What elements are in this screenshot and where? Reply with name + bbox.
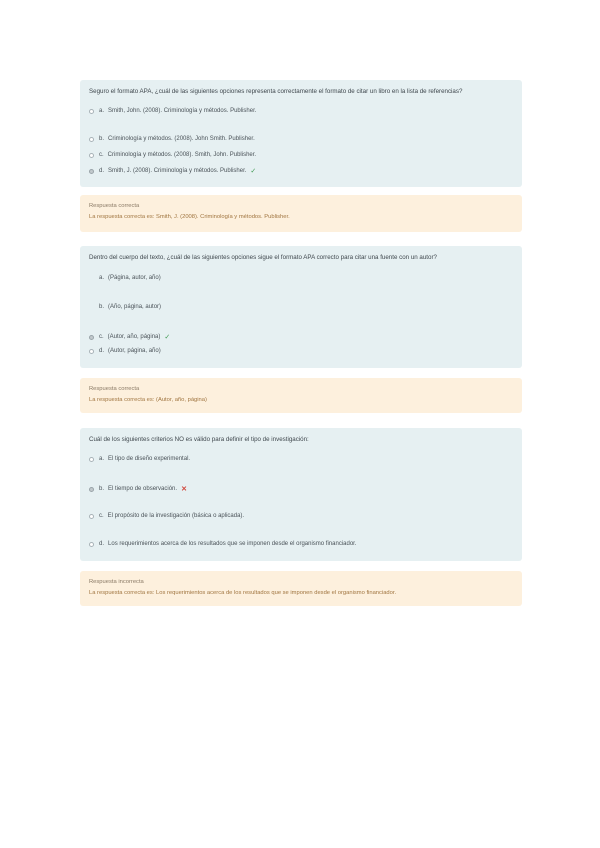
- option-label: (Página, autor, año): [108, 275, 161, 281]
- option-label: Smith, John. (2008). Criminología y métodos. Publisher.: [108, 108, 257, 114]
- radio-button[interactable]: [89, 349, 94, 354]
- option-label: El propósito de la investigación (básica o aplicada).: [107, 513, 245, 519]
- question-1-option-c[interactable]: [89, 152, 256, 158]
- feedback-1-title: Respuesta correcta: [89, 203, 140, 209]
- feedback-3: [80, 571, 522, 606]
- radio-button[interactable]: [89, 109, 94, 114]
- option-label: (Autor, año, página): [107, 334, 161, 340]
- radio-button-selected[interactable]: [89, 169, 94, 174]
- question-1-text: Seguro el formato APA, ¿cuál de las siguientes opciones representa correctamente el formato de citar un libro en la lista de referencias?: [89, 88, 463, 95]
- feedback-3-text: La respuesta correcta es: Los requerimientos acerca de los resultados que se imponen desde el organismo financiador.: [89, 590, 397, 596]
- question-2-option-d[interactable]: [89, 348, 161, 354]
- question-1: [80, 80, 522, 187]
- question-2-option-c[interactable]: [89, 333, 170, 341]
- option-label: Criminología y métodos. (2008). Smith, John. Publisher.: [107, 152, 257, 158]
- question-2: [80, 246, 522, 368]
- radio-button[interactable]: [89, 542, 94, 547]
- feedback-1: [80, 195, 522, 232]
- question-3-text: Cuál de los siguientes criterios NO es válido para definir el tipo de investigación:: [89, 436, 309, 443]
- cross-icon: ✕: [181, 486, 187, 493]
- option-label: (Autor, página, año): [108, 348, 161, 354]
- feedback-2: [80, 378, 522, 413]
- option-letter: a.: [99, 456, 105, 462]
- radio-button-selected[interactable]: [89, 335, 94, 340]
- question-3-option-a[interactable]: [89, 456, 190, 462]
- question-2-option-a[interactable]: [89, 275, 161, 281]
- radio-button[interactable]: [89, 153, 94, 158]
- feedback-2-text: La respuesta correcta es: (Autor, año, página): [89, 397, 207, 403]
- option-letter: c.: [99, 513, 104, 519]
- feedback-1-text: La respuesta correcta es: Smith, J. (2008). Criminología y métodos. Publisher.: [89, 214, 290, 220]
- check-icon: ✓: [164, 334, 171, 341]
- question-2-text: Dentro del cuerpo del texto, ¿cuál de las siguientes opciones sigue el formato APA correcto para citar una fuente con un autor?: [89, 254, 437, 261]
- option-letter: d.: [99, 168, 105, 174]
- option-label: Criminología y métodos. (2008). John Smith. Publisher.: [108, 136, 255, 142]
- question-3-option-c[interactable]: [89, 513, 244, 519]
- option-letter: b.: [99, 486, 105, 492]
- option-label: El tiempo de observación.: [108, 486, 178, 492]
- question-2-option-b[interactable]: [89, 304, 161, 310]
- question-3-option-d[interactable]: [89, 541, 357, 547]
- question-3: [80, 428, 522, 561]
- option-label: (Año, página, autor): [108, 304, 162, 310]
- feedback-3-title: Respuesta incorrecta: [89, 579, 144, 585]
- option-letter: d.: [99, 541, 105, 547]
- radio-button[interactable]: [89, 457, 94, 462]
- check-icon: ✓: [250, 168, 257, 175]
- option-letter: c.: [99, 334, 104, 340]
- question-1-option-d[interactable]: [89, 167, 256, 175]
- option-letter: b.: [99, 304, 105, 310]
- radio-button[interactable]: [89, 137, 94, 142]
- option-label: Los requerimientos acerca de los resultados que se imponen desde el organismo financiador.: [108, 541, 357, 547]
- option-letter: b.: [99, 136, 105, 142]
- radio-button[interactable]: [89, 514, 94, 519]
- option-letter: a.: [99, 108, 105, 114]
- option-letter: d.: [99, 348, 105, 354]
- feedback-2-title: Respuesta correcta: [89, 386, 140, 392]
- question-1-option-b[interactable]: [89, 136, 255, 142]
- option-letter: c.: [99, 152, 104, 158]
- question-3-option-b[interactable]: [89, 485, 187, 493]
- option-label: El tipo de diseño experimental.: [108, 456, 191, 462]
- option-letter: a.: [99, 275, 105, 281]
- radio-button-selected[interactable]: [89, 487, 94, 492]
- question-1-option-a[interactable]: [89, 108, 256, 114]
- option-label: Smith, J. (2008). Criminología y métodos. Publisher.: [108, 168, 247, 174]
